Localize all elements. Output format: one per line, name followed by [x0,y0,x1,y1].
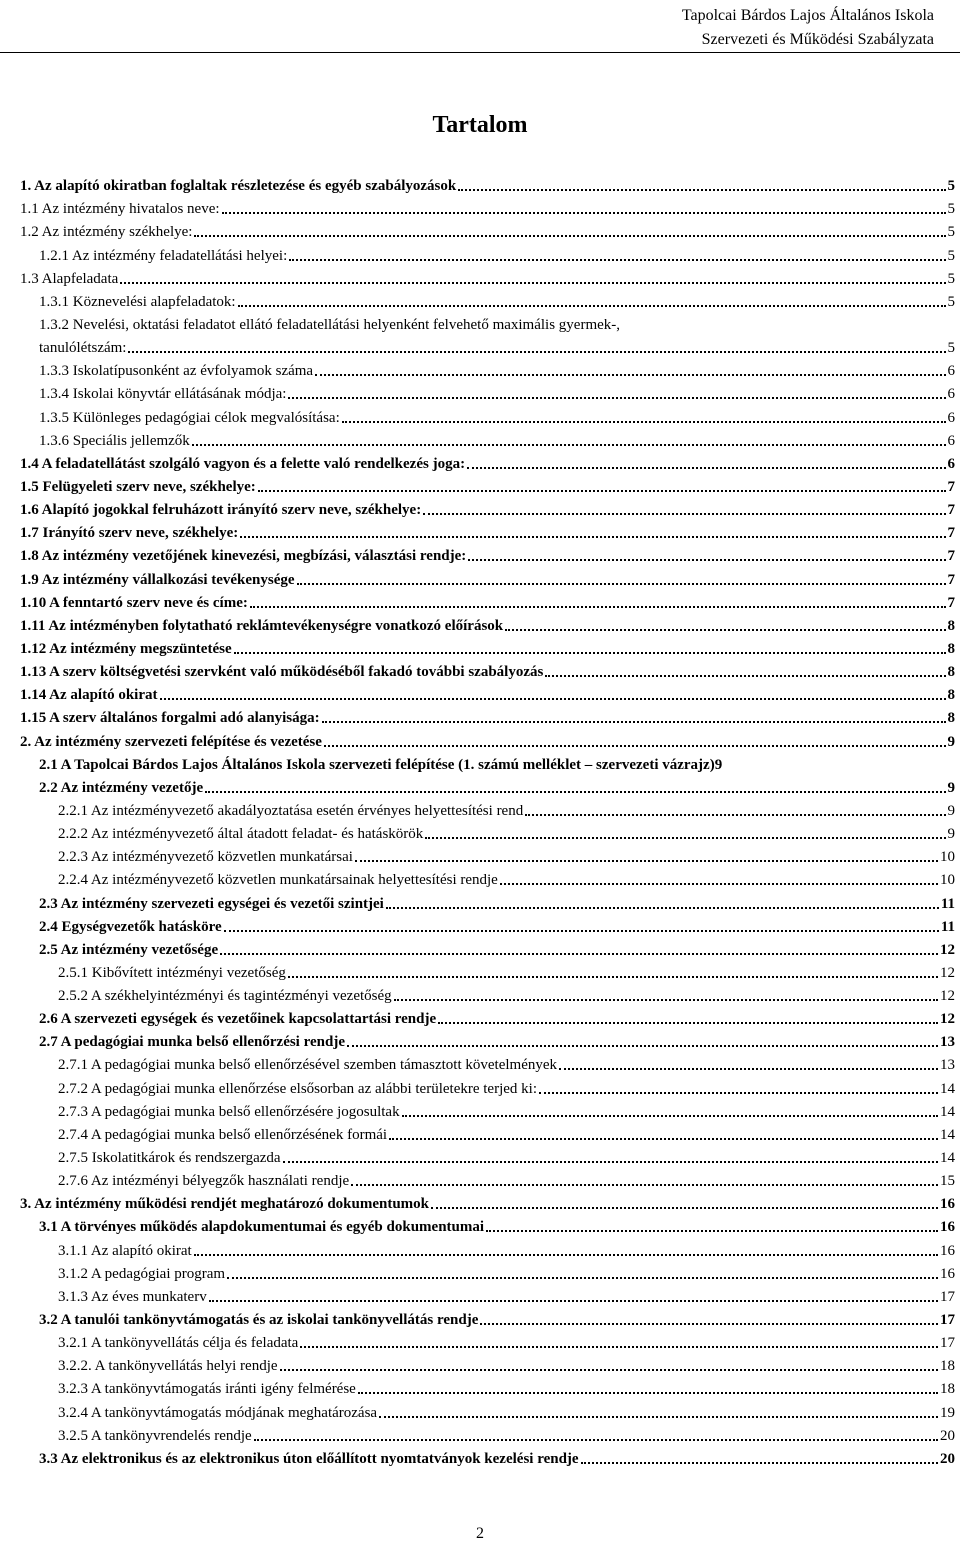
toc-entry[interactable] [20,867,955,890]
toc-entry[interactable] [20,775,955,798]
toc-dot-leader [324,745,946,747]
toc-entry-page: 5 [947,293,955,310]
toc-entry[interactable] [20,728,955,751]
toc-dot-leader [347,1045,938,1047]
toc-entry[interactable] [20,543,955,566]
toc-dot-leader [545,675,945,677]
toc-entry[interactable] [20,636,955,659]
toc-dot-leader [525,814,945,816]
toc-entry-title: 3.1.3 Az éves munkaterv [58,1288,207,1305]
toc-entry[interactable] [20,266,955,289]
toc-entry[interactable] [20,960,955,983]
toc-entry-page: 18 [940,1358,955,1375]
toc-entry-title: 1.7 Irányító szerv neve, székhelye: [20,525,239,542]
toc-entry-title: 1.2 Az intézmény székhelye: [20,224,193,241]
toc-entry-page: 20 [940,1427,955,1444]
toc-entry-title: 1.3.4 Iskolai könyvtár ellátásának módja: [39,386,287,403]
toc-entry-title: 1.1 Az intézmény hivatalos neve: [20,201,220,218]
toc-dot-leader [297,583,946,585]
toc-entry-page: 14 [940,1103,955,1120]
toc-entry[interactable] [20,474,955,497]
toc-entry-title: 2.7.2 A pedagógiai munka ellenőrzése elsősorban az alábbi területekre terjed ki: [58,1080,537,1097]
document-header [0,4,960,52]
toc-entry[interactable] [20,821,955,844]
toc-dot-leader [438,1022,938,1024]
toc-dot-leader [500,883,938,885]
toc-entry[interactable] [20,705,955,728]
toc-dot-leader [559,1068,938,1070]
toc-entry[interactable] [20,590,955,613]
toc-entry[interactable] [20,196,955,219]
toc-entry-page: 15 [940,1173,955,1190]
toc-entry-title: 1.4 A feladatellátást szolgáló vagyon és a felette való rendelkezés joga: [20,455,466,472]
toc-entry-page: 16 [940,1265,955,1282]
toc-dot-leader [358,1392,938,1394]
toc-entry-page: 7 [947,594,955,611]
toc-dot-leader [288,976,938,978]
toc-entry-page: 7 [947,525,955,542]
toc-entry-title: 1.6 Alapító jogokkal felruházott irányító szerv neve, székhelye: [20,502,422,519]
toc-entry-title: 1.10 A fenntartó szerv neve és címe: [20,594,248,611]
table-of-contents [20,173,955,1469]
header-rule [0,52,960,53]
page-number: 2 [476,1525,484,1542]
toc-entry[interactable] [20,1284,955,1307]
toc-entry[interactable] [20,937,955,960]
toc-entry-title: 3.2 A tanulói tankönyvtámogatás és az iskolai tankönyvellátás rendje [39,1312,479,1329]
toc-entry-title: 1.9 Az intézmény vállalkozási tevékenysége [20,571,295,588]
toc-entry-title: 1.3 Alapfeladata [20,270,119,287]
toc-dot-leader [240,536,945,538]
toc-dot-leader [220,953,938,955]
toc-entry[interactable] [20,1029,955,1052]
toc-entry[interactable] [20,983,955,1006]
toc-entry-title: 2.6 A szervezeti egységek és vezetőinek kapcsolattartási rendje [39,1011,437,1028]
toc-entry-title: 2.2.2 Az intézményvezető által átadott feladat- és hatáskörök [58,826,424,843]
toc-entry-page: 17 [940,1288,955,1305]
toc-entry[interactable] [20,289,955,312]
toc-entry-title: 2.7.3 A pedagógiai munka belső ellenőrzésére jogosultak [58,1103,400,1120]
toc-dot-leader [379,1416,938,1418]
toc-entry[interactable] [20,1099,955,1122]
toc-entry-title: 1.14 Az alapító okirat [20,687,158,704]
toc-entry-page: 7 [947,478,955,495]
toc-entry-title: 2.2.4 Az intézményvezető közvetlen munkatársainak helyettesítési rendje [58,872,498,889]
toc-entry-title: 1.15 A szerv általános forgalmi adó alanyisága: [20,710,320,727]
toc-dot-leader [389,1138,938,1140]
toc-entry[interactable] [20,798,955,821]
toc-entry[interactable] [20,451,955,474]
toc-dot-leader [209,1300,938,1302]
toc-entry[interactable] [20,1075,955,1098]
toc-entry[interactable] [20,566,955,589]
toc-dot-leader [402,1115,938,1117]
toc-dot-leader [467,467,945,469]
toc-dot-leader [539,1092,938,1094]
toc-entry[interactable] [20,404,955,427]
toc-entry-title: 3.1 A törvényes működés alapdokumentumai és egyéb dokumentumai [39,1219,485,1236]
toc-dot-leader [394,999,938,1001]
toc-entry-title: 2. Az intézmény szervezeti felépítése és vezetése [20,733,322,750]
toc-entry-page: 12 [940,964,955,981]
toc-dot-leader [315,374,945,376]
toc-entry-page: 7 [947,502,955,519]
toc-dot-leader [355,860,938,862]
toc-entry-title: 1.3.5 Különleges pedagógiai célok megvalósítása: [39,409,340,426]
toc-dot-leader [386,907,939,909]
toc-entry[interactable] [20,497,955,520]
toc-entry-page: 9 [947,826,955,843]
toc-dot-leader [227,1277,938,1279]
toc-dot-leader [238,305,946,307]
toc-dot-leader [128,351,945,353]
toc-entry[interactable] [20,1214,955,1237]
toc-entry[interactable] [20,1376,955,1399]
toc-entry-title: 1.3.2 Nevelési, oktatási feladatot ellátó feladatellátási helyenként felvehető maximális gyermek-, [39,316,621,333]
toc-entry[interactable] [20,1423,955,1446]
toc-entry-title: 2.4 Egységvezetők hatásköre [39,918,222,935]
header-document-name: Szervezeti és Működési Szabályzata [701,31,934,48]
toc-entry-page: 10 [940,849,955,866]
toc-entry[interactable] [20,1145,955,1168]
toc-entry-title: 1.3.6 Speciális jellemzők [39,432,190,449]
toc-entry-title: 3.2.4 A tankönyvtámogatás módjának meghatározása [58,1404,378,1421]
page-title: Tartalom [432,112,528,138]
toc-entry-title: 1.2.1 Az intézmény feladatellátási helyei: [39,247,288,264]
toc-entry[interactable] [20,682,955,705]
toc-entry-title: 2.5.2 A székhelyintézményi és tagintézményi vezetőség [58,988,392,1005]
toc-entry-title: 3. Az intézmény működési rendjét meghatározó dokumentumok [20,1196,430,1213]
toc-entry[interactable] [20,358,955,381]
toc-entry-page: 8 [947,687,955,704]
toc-entry-page: 6 [947,432,955,449]
toc-dot-leader [431,1207,938,1209]
toc-entry-title: 1. Az alapító okiratban foglaltak részletezése és egyéb szabályozások [20,178,457,195]
toc-dot-leader [351,1184,938,1186]
toc-dot-leader [486,1230,938,1232]
toc-entry[interactable] [20,1399,955,1422]
toc-entry[interactable] [20,312,955,335]
toc-entry-page: 13 [940,1057,955,1074]
toc-entry-page: 19 [940,1404,955,1421]
toc-entry-page: 5 [947,201,955,218]
toc-entry-page: 8 [947,640,955,657]
toc-entry-title: 1.8 Az intézmény vezetőjének kinevezési, megbízási, választási rendje: [20,548,467,565]
toc-dot-leader [468,559,945,561]
toc-entry-page: 6 [947,386,955,403]
toc-entry-title: 2.7 A pedagógiai munka belső ellenőrzési rendje [39,1034,345,1051]
toc-entry-page: 16 [940,1219,955,1236]
toc-dot-leader [458,189,945,191]
toc-dot-leader [192,444,946,446]
toc-entry-title: 3.3 Az elektronikus és az elektronikus úton előállított nyomtatványok kezelési rendje [39,1450,579,1467]
toc-entry-title: 3.1.1 Az alapító okirat [58,1242,192,1259]
toc-dot-leader [505,629,945,631]
toc-dot-leader [234,652,946,654]
toc-dot-leader [289,259,945,261]
toc-entry-page: 13 [940,1034,955,1051]
toc-entry[interactable] [20,335,955,358]
toc-dot-leader [425,837,945,839]
toc-entry[interactable] [20,381,955,404]
toc-entry[interactable] [20,752,955,775]
toc-entry[interactable] [20,914,955,937]
toc-entry-title: 2.2.1 Az intézményvezető akadályoztatása esetén érvényes helyettesítési rend [58,802,524,819]
toc-entry-page: 7 [947,548,955,565]
toc-entry-title: 3.2.1 A tankönyvellátás célja és feladata [58,1335,299,1352]
toc-entry-page: 14 [940,1126,955,1143]
toc-entry-title: 3.2.5 A tankönyvrendelés rendje [58,1427,252,1444]
toc-entry-title: 1.13 A szerv költségvetési szervként való működéséből fakadó további szabályozás [20,664,544,681]
toc-entry[interactable] [20,219,955,242]
toc-entry-title: 2.5 Az intézmény vezetősége [39,941,219,958]
toc-dot-leader [283,1161,938,1163]
toc-entry-page: 8 [947,617,955,634]
toc-dot-leader [300,1346,938,1348]
toc-entry[interactable] [20,1330,955,1353]
toc-entry-page: 17 [940,1335,955,1352]
toc-dot-leader [224,930,939,932]
toc-dot-leader [254,1439,938,1441]
toc-entry-page: 14 [940,1080,955,1097]
toc-entry-title: 2.7.5 Iskolatitkárok és rendszergazda [58,1150,281,1167]
toc-entry-title: 1.3.3 Iskolatípusonként az évfolyamok száma [39,363,314,380]
toc-entry-page: 14 [940,1150,955,1167]
toc-dot-leader [581,1462,938,1464]
toc-entry-page: 6 [947,455,955,472]
toc-entry-page: 12 [940,1011,955,1028]
toc-entry-title: 1.5 Felügyeleti szerv neve, székhelye: [20,478,256,495]
toc-entry-title: 1.11 Az intézményben folytatható reklámtevékenységre vonatkozó előírások [20,617,504,634]
toc-dot-leader [194,235,945,237]
toc-entry[interactable] [20,520,955,543]
toc-entry-page: 8 [947,710,955,727]
toc-entry[interactable] [20,844,955,867]
toc-entry-page: 10 [940,872,955,889]
toc-entry[interactable] [20,1446,955,1469]
toc-entry-page: 11 [940,895,955,912]
toc-entry-page: 7 [947,571,955,588]
toc-entry-page: 12 [940,988,955,1005]
toc-entry[interactable] [20,659,955,682]
toc-entry-page: 8 [947,664,955,681]
toc-entry-page: 17 [940,1312,955,1329]
toc-entry-page: 9 [947,802,955,819]
toc-dot-leader [423,513,945,515]
toc-dot-leader [250,606,946,608]
toc-entry-title: 2.7.1 A pedagógiai munka belső ellenőrzésével szemben támasztott követelmények [58,1057,558,1074]
toc-entry[interactable] [20,428,955,451]
toc-entry-title: 1.3.1 Köznevelési alapfeladatok: [39,293,236,310]
toc-entry-page: 5 [947,224,955,241]
toc-entry-title: 2.3 Az intézmény szervezeti egységei és vezetői szintjei [39,895,384,912]
toc-entry[interactable] [20,242,955,265]
toc-entry-page: 18 [940,1381,955,1398]
toc-entry-page: 16 [940,1242,955,1259]
toc-entry-page: 9 [947,779,955,796]
toc-entry-page: 9 [947,733,955,750]
toc-entry-page: 9 [714,756,723,773]
toc-dot-leader [288,397,945,399]
toc-dot-leader [480,1323,938,1325]
toc-entry[interactable] [20,1353,955,1376]
toc-entry-title: 2.2.3 Az intézményvezető közvetlen munkatársai [58,849,353,866]
toc-entry[interactable] [20,1052,955,1075]
toc-entry[interactable] [20,1122,955,1145]
toc-entry-page: 6 [947,363,955,380]
toc-entry[interactable] [20,1006,955,1029]
toc-entry-title: 2.5.1 Kibővített intézményi vezetőség [58,964,286,981]
toc-dot-leader [120,282,945,284]
toc-entry-title: 2.1 A Tapolcai Bárdos Lajos Általános Iskola szervezeti felépítése (1. számú melléklet – szervezeti vázrajz) [39,756,715,773]
toc-dot-leader [342,421,946,423]
toc-dot-leader [194,1254,938,1256]
toc-entry-page: 11 [940,918,955,935]
toc-entry-title: 3.1.2 A pedagógiai program [58,1265,226,1282]
toc-entry-page: 5 [947,247,955,264]
toc-entry[interactable] [20,613,955,636]
toc-entry-title: 2.2 Az intézmény vezetője [39,779,204,796]
toc-entry[interactable] [20,173,955,196]
toc-entry-page: 12 [940,941,955,958]
toc-dot-leader [160,698,946,700]
toc-entry-title: 1.12 Az intézmény megszüntetése [20,640,232,657]
toc-entry[interactable] [20,1168,955,1191]
toc-entry-page: 16 [940,1196,955,1213]
toc-entry-page: 5 [947,270,955,287]
toc-dot-leader [258,490,946,492]
toc-entry-title: 3.2.3 A tankönyvtámogatás iránti igény felmérése [58,1381,356,1398]
toc-entry-page: 5 [947,340,955,357]
header-school-name: Tapolcai Bárdos Lajos Általános Iskola [681,7,934,24]
toc-entry-title: 3.2.2. A tankönyvellátás helyi rendje [58,1358,278,1375]
toc-entry-page: 6 [947,409,955,426]
toc-dot-leader [322,721,946,723]
toc-dot-leader [205,791,945,793]
toc-dot-leader [280,1369,938,1371]
toc-entry-page: 5 [947,178,955,195]
toc-dot-leader [222,212,946,214]
toc-entry[interactable] [20,1261,955,1284]
toc-entry-title: tanulólétszám: [39,340,127,357]
toc-entry[interactable] [20,1307,955,1330]
toc-entry[interactable] [20,1191,955,1214]
toc-entry-page: 20 [940,1450,955,1467]
toc-entry-title: 2.7.4 A pedagógiai munka belső ellenőrzésének formái [58,1126,388,1143]
toc-entry-title: 2.7.6 Az intézményi bélyegzők használati rendje [58,1173,350,1190]
toc-entry[interactable] [20,890,955,913]
toc-entry[interactable] [20,1237,955,1260]
